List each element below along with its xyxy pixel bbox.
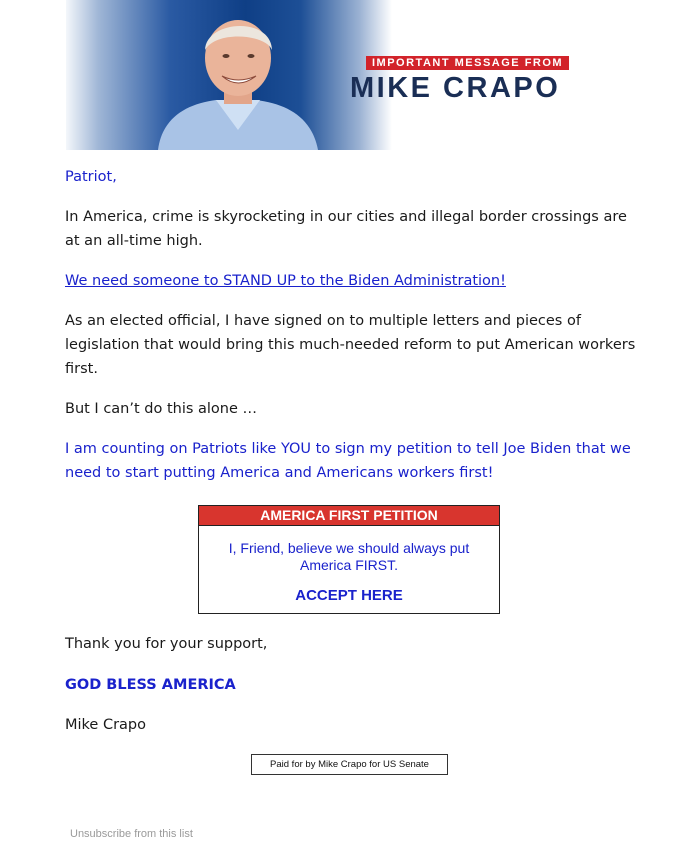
petition-text: I, Friend, believe we should always put America FIRST. [228, 540, 470, 573]
unsubscribe-link[interactable]: Unsubscribe from this list [70, 828, 193, 840]
paragraph-alone: But I can’t do this alone … [65, 401, 258, 417]
message-body [65, 165, 640, 501]
stand-up-link[interactable]: We need someone to STAND UP to the Biden Administration! [65, 273, 506, 289]
paid-for-disclaimer: Paid for by Mike Crapo for US Senate [251, 754, 448, 775]
banner-tag: IMPORTANT MESSAGE FROM [366, 56, 569, 70]
banner-name: MIKE CRAPO [350, 72, 561, 104]
paragraph-petition-call: I am counting on Patriots like YOU to sign my petition to tell Joe Biden that we need to start putting America and Americans workers first! [65, 441, 631, 481]
petition-title: AMERICA FIRST PETITION [199, 506, 499, 526]
greeting: Patriot, [65, 169, 117, 185]
closing-bless: GOD BLESS AMERICA [65, 677, 236, 693]
candidate-photo [66, 0, 392, 150]
paragraph-crime: In America, crime is skyrocketing in our cities and illegal border crossings are at an all-time high. [65, 209, 627, 249]
signature: Mike Crapo [65, 717, 146, 733]
closing-thanks: Thank you for your support, [65, 636, 268, 652]
accept-petition-button[interactable]: ACCEPT HERE [295, 587, 403, 604]
paragraph-link [65, 269, 640, 293]
paragraph-legislation: As an elected official, I have signed on to multiple letters and pieces of legislation that would bring this much-needed reform to put American workers first. [65, 313, 636, 377]
header-banner [66, 0, 638, 150]
petition-box[interactable] [198, 505, 500, 614]
